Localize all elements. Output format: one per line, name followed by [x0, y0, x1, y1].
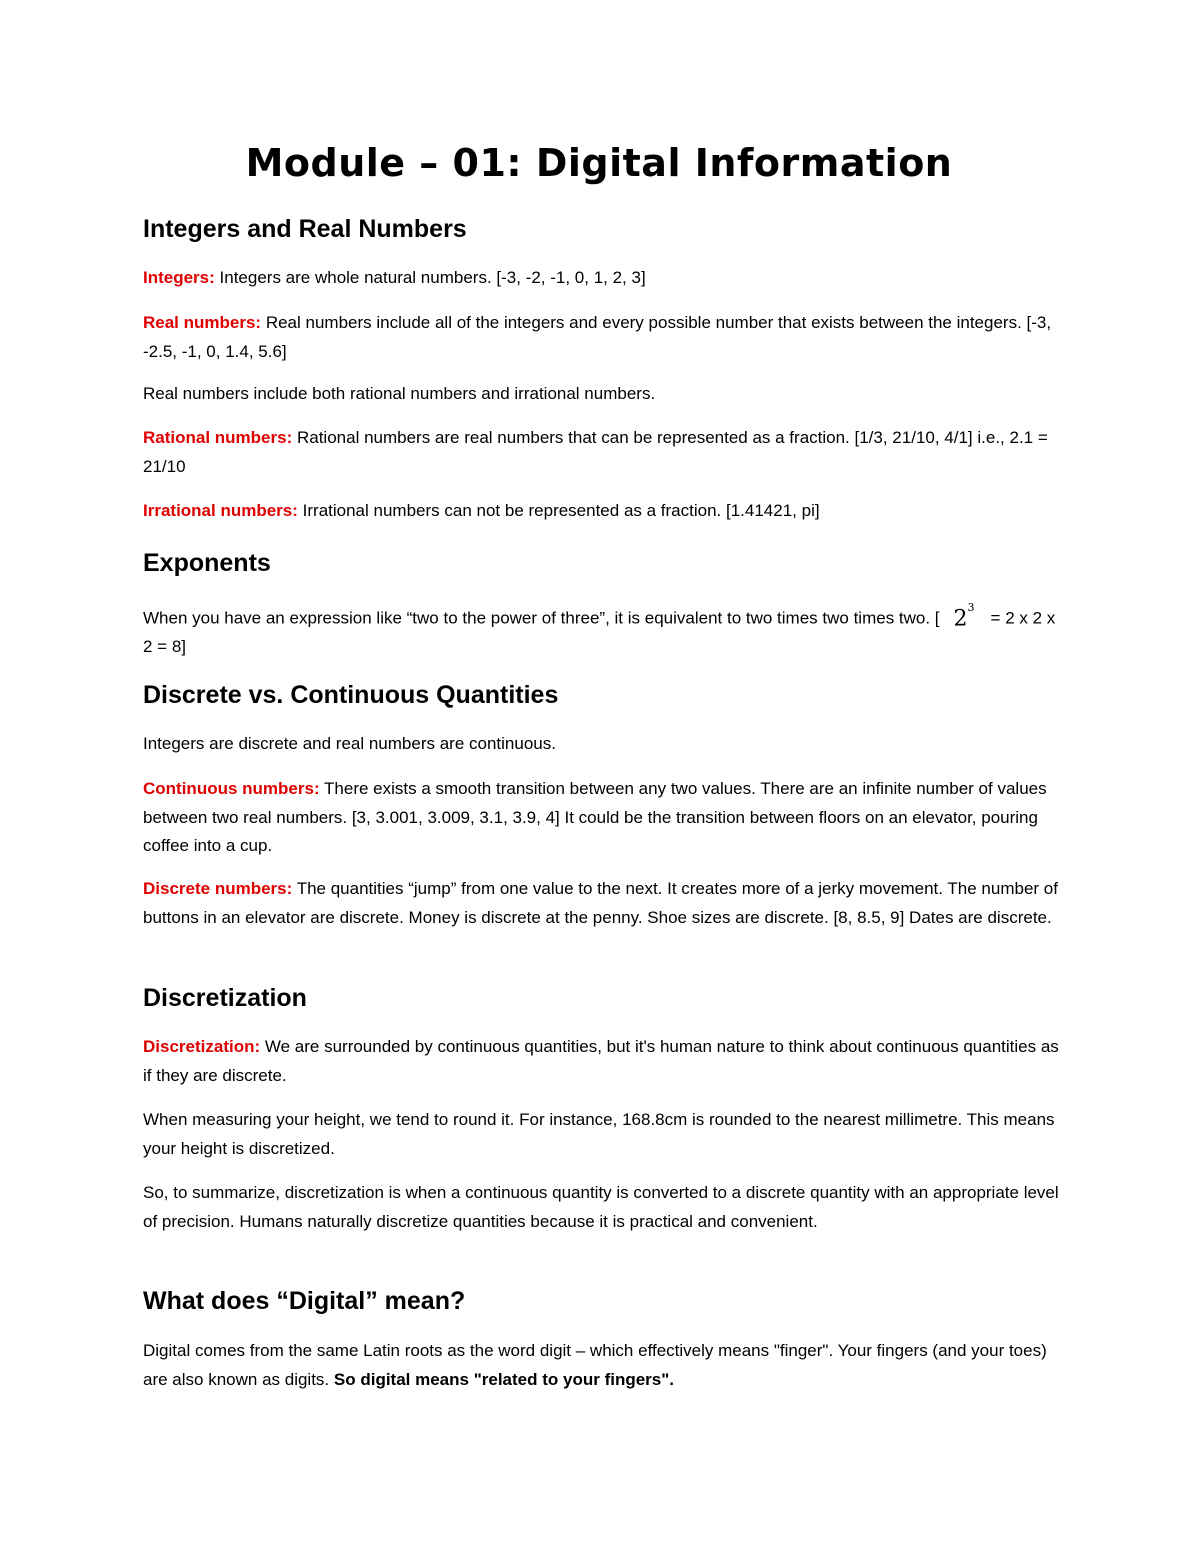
- section-discrete-continuous: [143, 678, 1063, 712]
- section-discretization: [143, 981, 1063, 1015]
- text-exponent-intro: When you have an expression like “two to the power of three”, it is equivalent to two times two times two. [: [143, 608, 940, 628]
- section-heading-exponents: Exponents: [143, 549, 271, 577]
- math-exponent: 3: [967, 601, 975, 614]
- page-title: Module – 01: Digital Information: [245, 141, 953, 185]
- paragraph-exponents: [143, 598, 1063, 662]
- definition-continuous-numbers: There exists a smooth transition between any two values. There are an infinite number of values between two real numbers. [3, 3.001, 3.009, 3.1, 3.9, 4] It could be the transition between floors on an elevator, pouring coffee into a cup.: [143, 779, 1047, 856]
- definition-integers: Integers are whole natural numbers. [-3, -2, -1, 0, 1, 2, 3]: [214, 268, 646, 287]
- paragraph-discretization-def: [143, 1033, 1063, 1090]
- text-height-example: When measuring your height, we tend to round it. For instance, 168.8cm is rounded to the nearest millimetre. This means your height is discretized.: [143, 1110, 1055, 1158]
- paragraph-digital: [143, 1337, 1063, 1394]
- section-heading-discrete: Discrete vs. Continuous Quantities: [143, 681, 559, 709]
- text-digital-conclusion: So digital means "related to your fingers".: [333, 1369, 675, 1389]
- paragraph-discrete-numbers: [143, 875, 1063, 932]
- section-heading-digital: What does “Digital” mean?: [143, 1287, 466, 1315]
- paragraph-continuous-numbers: [143, 775, 1063, 861]
- section-exponents: [143, 546, 1063, 580]
- math-expression: [954, 600, 975, 634]
- paragraph-summary: [143, 1179, 1063, 1236]
- text-exponent-result: = 2 x 2 x 2 = 8]: [143, 608, 1056, 656]
- section-digital: [143, 1284, 1063, 1318]
- section-integers: [143, 212, 1063, 246]
- term-discrete-numbers: Discrete numbers:: [143, 879, 293, 898]
- math-base: 2: [953, 606, 968, 632]
- term-continuous-numbers: Continuous numbers:: [143, 779, 320, 798]
- term-discretization: Discretization:: [143, 1037, 261, 1056]
- definition-irrational-numbers: Irrational numbers can not be represented as a fraction. [1.41421, pi]: [297, 501, 820, 520]
- section-heading-integers: Integers and Real Numbers: [143, 215, 467, 243]
- paragraph-irrational-numbers: [143, 497, 1063, 526]
- paragraph-rational-numbers: [143, 424, 1063, 481]
- term-irrational-numbers: Irrational numbers:: [143, 501, 298, 520]
- text-digital-meaning: Digital comes from the same Latin roots as the word digit – which effectively means "finger". Your fingers (and your toes) are also known as digits.: [143, 1341, 1047, 1389]
- paragraph-discrete-intro: [143, 730, 1063, 759]
- text-real-includes: Real numbers include both rational numbers and irrational numbers.: [143, 384, 656, 403]
- paragraph-real-includes: [143, 380, 1063, 409]
- term-rational-numbers: Rational numbers:: [143, 428, 293, 447]
- definition-discretization: We are surrounded by continuous quantities, but it's human nature to think about continuous quantities as if they are discrete.: [143, 1037, 1059, 1085]
- definition-real-numbers: Real numbers include all of the integers and every possible number that exists between the integers. [-3, -2.5, -1, 0, 1.4, 5.6]: [143, 313, 1052, 361]
- text-summary: So, to summarize, discretization is when a continuous quantity is converted to a discrete quantity with an appropriate level of precision. Humans naturally discretize quantities because it is practical and convenient.: [143, 1183, 1059, 1231]
- definition-rational-numbers: Rational numbers are real numbers that can be represented as a fraction. [1/3, 21/10, 4/1] i.e., 2.1 = 21/10: [143, 428, 1048, 476]
- definition-discrete-numbers: The quantities “jump” from one value to the next. It creates more of a jerky movement. The number of buttons in an elevator are discrete. Money is discrete at the penny. Shoe sizes are discrete. [8, 8.5, 9] Dates are discrete.: [143, 879, 1058, 927]
- term-real-numbers: Real numbers:: [143, 313, 262, 332]
- section-heading-discretization: Discretization: [143, 984, 307, 1012]
- term-integers: Integers:: [143, 268, 215, 287]
- paragraph-real-numbers: [143, 309, 1063, 366]
- paragraph-integers: [143, 264, 1063, 293]
- text-discrete-intro: Integers are discrete and real numbers are continuous.: [143, 734, 556, 753]
- paragraph-height-example: [143, 1106, 1063, 1163]
